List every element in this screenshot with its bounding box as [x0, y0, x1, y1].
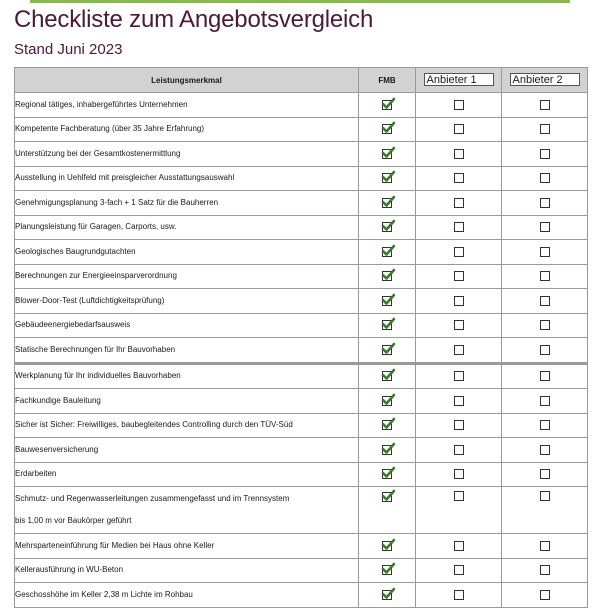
feature-label-text: Sicher ist Sicher: Freiwilliges, baubegleitendes Controlling durch den TÜV-Süd — [15, 420, 293, 430]
feature-label-text: Regional tätiges, inhabergeführtes Unternehmen — [15, 99, 188, 109]
fmb-cell — [359, 215, 416, 240]
provider1-checkbox[interactable] — [454, 100, 464, 110]
provider2-cell — [502, 142, 588, 167]
feature-label — [15, 534, 359, 559]
header-fmb: FMB — [359, 68, 416, 93]
fmb-checked-checkbox[interactable] — [381, 589, 393, 601]
fmb-checked-checkbox[interactable] — [381, 419, 393, 431]
feature-label-text: Blower-Door-Test (Luftdichtigkeitsprüfung) — [15, 295, 165, 305]
provider2-checkbox[interactable] — [540, 124, 550, 134]
feature-label — [15, 583, 359, 608]
provider2-checkbox[interactable] — [540, 371, 550, 381]
provider2-cell — [502, 534, 588, 559]
feature-label-text: Geologisches Baugrundgutachten — [15, 246, 136, 256]
fmb-cell — [359, 558, 416, 583]
fmb-cell — [359, 338, 416, 364]
checkmark-icon — [381, 121, 395, 135]
fmb-cell — [359, 142, 416, 167]
provider2-checkbox[interactable] — [540, 100, 550, 110]
fmb-checked-checkbox[interactable] — [381, 395, 393, 407]
provider1-cell — [416, 534, 502, 559]
table-row — [15, 583, 588, 608]
provider1-checkbox[interactable] — [454, 271, 464, 281]
fmb-checked-checkbox[interactable] — [381, 99, 393, 111]
provider2-name-field[interactable]: Anbieter 2 — [510, 73, 580, 86]
fmb-cell — [359, 583, 416, 608]
checkmark-icon — [381, 466, 395, 480]
top-accent-bar — [30, 0, 570, 3]
provider1-cell — [416, 93, 502, 118]
table-row — [15, 389, 588, 414]
feature-label — [15, 462, 359, 487]
table-row — [15, 289, 588, 314]
checklist-rows — [15, 93, 588, 608]
table-row — [15, 117, 588, 142]
feature-label — [15, 191, 359, 216]
provider2-checkbox[interactable] — [540, 469, 550, 479]
checklist-table — [14, 67, 588, 608]
provider2-checkbox[interactable] — [540, 565, 550, 575]
feature-label — [15, 338, 359, 364]
provider1-cell — [416, 240, 502, 265]
table-row — [15, 462, 588, 487]
header-feature: Leistungsmerkmal — [15, 68, 359, 93]
fmb-checked-checkbox[interactable] — [381, 221, 393, 233]
provider1-checkbox[interactable] — [454, 469, 464, 479]
fmb-checked-checkbox[interactable] — [381, 444, 393, 456]
fmb-checked-checkbox[interactable] — [381, 319, 393, 331]
fmb-cell — [359, 240, 416, 265]
fmb-checked-checkbox[interactable] — [381, 270, 393, 282]
provider2-cell — [502, 389, 588, 414]
provider1-cell — [416, 166, 502, 191]
provider2-checkbox[interactable] — [540, 149, 550, 159]
provider2-checkbox[interactable] — [540, 396, 550, 406]
feature-label-text: Ausstellung in Uehlfeld mit preisgleicher Ausstattungsauswahl — [15, 173, 235, 183]
table-row — [15, 338, 588, 364]
feature-label — [15, 240, 359, 265]
feature-label-text: Erdarbeiten — [15, 469, 57, 479]
feature-label-text: Bauwesenversicherung — [15, 444, 99, 454]
fmb-cell — [359, 166, 416, 191]
fmb-checked-checkbox[interactable] — [381, 197, 393, 209]
provider2-checkbox[interactable] — [540, 222, 550, 232]
fmb-checked-checkbox[interactable] — [381, 148, 393, 160]
table-row — [15, 363, 588, 389]
fmb-cell — [359, 289, 416, 314]
provider2-cell — [502, 583, 588, 608]
fmb-checked-checkbox[interactable] — [381, 344, 393, 356]
fmb-cell — [359, 313, 416, 338]
feature-label — [15, 389, 359, 414]
provider2-checkbox[interactable] — [540, 247, 550, 257]
provider2-cell — [502, 487, 588, 534]
checkmark-icon — [381, 146, 395, 160]
feature-label — [15, 438, 359, 463]
provider1-cell — [416, 438, 502, 463]
provider2-cell — [502, 313, 588, 338]
provider1-cell — [416, 264, 502, 289]
provider1-checkbox[interactable] — [454, 590, 464, 600]
provider2-cell — [502, 191, 588, 216]
provider1-checkbox[interactable] — [454, 198, 464, 208]
provider1-cell — [416, 191, 502, 216]
provider2-cell — [502, 289, 588, 314]
checkmark-icon — [381, 97, 395, 111]
feature-label — [15, 363, 359, 389]
checkmark-icon — [381, 268, 395, 282]
fmb-cell — [359, 389, 416, 414]
provider2-cell — [502, 438, 588, 463]
feature-label — [15, 289, 359, 314]
feature-label-text: Berechnungen zur Energieeinsparverordnung — [15, 271, 177, 281]
fmb-cell — [359, 462, 416, 487]
provider1-checkbox[interactable] — [454, 296, 464, 306]
provider1-cell — [416, 363, 502, 389]
checkmark-icon — [381, 195, 395, 209]
feature-label — [15, 558, 359, 583]
provider2-cell — [502, 413, 588, 438]
table-header-row — [15, 68, 588, 93]
table-row — [15, 264, 588, 289]
feature-label-text: Werkplanung für Ihr individuelles Bauvorhaben — [15, 371, 181, 381]
fmb-cell — [359, 534, 416, 559]
provider2-cell — [502, 117, 588, 142]
provider1-checkbox[interactable] — [454, 541, 464, 551]
fmb-checked-checkbox[interactable] — [381, 172, 393, 184]
provider2-cell — [502, 558, 588, 583]
feature-label — [15, 264, 359, 289]
fmb-cell — [359, 438, 416, 463]
provider1-checkbox[interactable] — [454, 371, 464, 381]
provider1-checkbox[interactable] — [454, 420, 464, 430]
fmb-checked-checkbox[interactable] — [381, 491, 393, 503]
header-provider1 — [416, 68, 502, 93]
provider2-cell — [502, 338, 588, 364]
provider1-cell — [416, 558, 502, 583]
feature-label — [15, 413, 359, 438]
fmb-cell — [359, 191, 416, 216]
feature-label-text-line2: bis 1,00 m vor Baukörper geführt — [15, 516, 132, 525]
feature-label-text: Statische Berechnungen für Ihr Bauvorhaben — [15, 344, 176, 354]
fmb-cell — [359, 117, 416, 142]
provider1-checkbox[interactable] — [454, 565, 464, 575]
provider1-checkbox[interactable] — [454, 124, 464, 134]
provider1-checkbox[interactable] — [454, 491, 464, 501]
fmb-checked-checkbox[interactable] — [381, 468, 393, 480]
feature-label-text: Fachkundige Bauleitung — [15, 395, 101, 405]
feature-label — [15, 166, 359, 191]
provider1-cell — [416, 215, 502, 240]
table-row — [15, 240, 588, 265]
feature-label-text: Unterstützung bei der Gesamtkostenermittlung — [15, 148, 181, 158]
provider2-checkbox[interactable] — [540, 491, 550, 501]
provider1-cell — [416, 142, 502, 167]
feature-label-text: Kompetente Fachberatung (über 35 Jahre Erfahrung) — [15, 124, 205, 134]
provider2-cell — [502, 215, 588, 240]
fmb-checked-checkbox[interactable] — [381, 123, 393, 135]
provider2-checkbox[interactable] — [540, 320, 550, 330]
table-row — [15, 558, 588, 583]
feature-label — [15, 487, 359, 534]
feature-label — [15, 142, 359, 167]
provider2-checkbox[interactable] — [540, 590, 550, 600]
checkmark-icon — [381, 293, 395, 307]
provider1-cell — [416, 117, 502, 142]
provider1-cell — [416, 583, 502, 608]
feature-label — [15, 313, 359, 338]
provider1-cell — [416, 289, 502, 314]
provider1-checkbox[interactable] — [454, 445, 464, 455]
provider1-checkbox[interactable] — [454, 345, 464, 355]
provider1-checkbox[interactable] — [454, 149, 464, 159]
checkmark-icon — [381, 417, 395, 431]
provider2-cell — [502, 166, 588, 191]
provider2-checkbox[interactable] — [540, 173, 550, 183]
checkmark-icon — [381, 393, 395, 407]
fmb-checked-checkbox[interactable] — [381, 540, 393, 552]
table-row — [15, 142, 588, 167]
provider1-cell — [416, 462, 502, 487]
feature-label — [15, 215, 359, 240]
checkmark-icon — [381, 587, 395, 601]
provider2-cell — [502, 264, 588, 289]
provider2-checkbox[interactable] — [540, 271, 550, 281]
checkmark-icon — [381, 244, 395, 258]
provider2-checkbox[interactable] — [540, 345, 550, 355]
provider2-cell — [502, 363, 588, 389]
checkmark-icon — [381, 170, 395, 184]
fmb-cell — [359, 363, 416, 389]
provider1-cell — [416, 389, 502, 414]
page-subtitle: Stand Juni 2023 — [14, 41, 123, 58]
fmb-cell — [359, 487, 416, 534]
provider1-checkbox[interactable] — [454, 173, 464, 183]
provider2-cell — [502, 462, 588, 487]
provider2-cell — [502, 93, 588, 118]
feature-label-text: Genehmigungsplanung 3-fach + 1 Satz für die Bauherren — [15, 197, 219, 207]
table-row — [15, 166, 588, 191]
provider1-checkbox[interactable] — [454, 222, 464, 232]
fmb-cell — [359, 413, 416, 438]
checkmark-icon — [381, 317, 395, 331]
feature-label-text: Schmutz- und Regenwasserleitungen zusammengefasst und im Trennsystem — [15, 494, 290, 503]
checkmark-icon — [381, 342, 395, 356]
checkmark-icon — [381, 442, 395, 456]
checkmark-icon — [381, 562, 395, 576]
table-row — [15, 487, 588, 534]
provider1-cell — [416, 487, 502, 534]
table-row — [15, 534, 588, 559]
fmb-checked-checkbox[interactable] — [381, 295, 393, 307]
table-row — [15, 413, 588, 438]
fmb-checked-checkbox[interactable] — [381, 246, 393, 258]
fmb-checked-checkbox[interactable] — [381, 564, 393, 576]
provider1-cell — [416, 313, 502, 338]
provider1-checkbox[interactable] — [454, 247, 464, 257]
checkmark-icon — [381, 489, 395, 503]
checkmark-icon — [381, 538, 395, 552]
feature-label-text: Kellerausführung in WU-Beton — [15, 565, 124, 575]
table-row — [15, 313, 588, 338]
fmb-cell — [359, 264, 416, 289]
feature-label-text: Mehrsparteneinführung für Medien bei Haus ohne Keller — [15, 540, 215, 550]
feature-label-text: Gebäudeenergiebedarfsausweis — [15, 320, 131, 330]
provider1-name-field[interactable]: Anbieter 1 — [424, 73, 494, 86]
page-title: Checkliste zum Angebotsvergleich — [14, 6, 374, 33]
provider1-checkbox[interactable] — [454, 320, 464, 330]
feature-label-text: Planungsleistung für Garagen, Carports, usw. — [15, 222, 177, 232]
feature-label — [15, 93, 359, 118]
provider1-checkbox[interactable] — [454, 396, 464, 406]
provider1-cell — [416, 338, 502, 364]
provider2-checkbox[interactable] — [540, 198, 550, 208]
provider2-checkbox[interactable] — [540, 296, 550, 306]
provider2-checkbox[interactable] — [540, 541, 550, 551]
provider1-cell — [416, 413, 502, 438]
checkmark-icon — [381, 219, 395, 233]
feature-label — [15, 117, 359, 142]
provider2-cell — [502, 240, 588, 265]
table-row — [15, 215, 588, 240]
provider2-checkbox[interactable] — [540, 445, 550, 455]
table-row — [15, 438, 588, 463]
header-provider2 — [502, 68, 588, 93]
feature-label-text: Geschosshöhe im Keller 2,38 m Lichte im Rohbau — [15, 589, 193, 599]
fmb-cell — [359, 93, 416, 118]
table-row — [15, 191, 588, 216]
checkmark-icon — [381, 368, 395, 382]
fmb-checked-checkbox[interactable] — [381, 370, 393, 382]
provider2-checkbox[interactable] — [540, 420, 550, 430]
table-row — [15, 93, 588, 118]
